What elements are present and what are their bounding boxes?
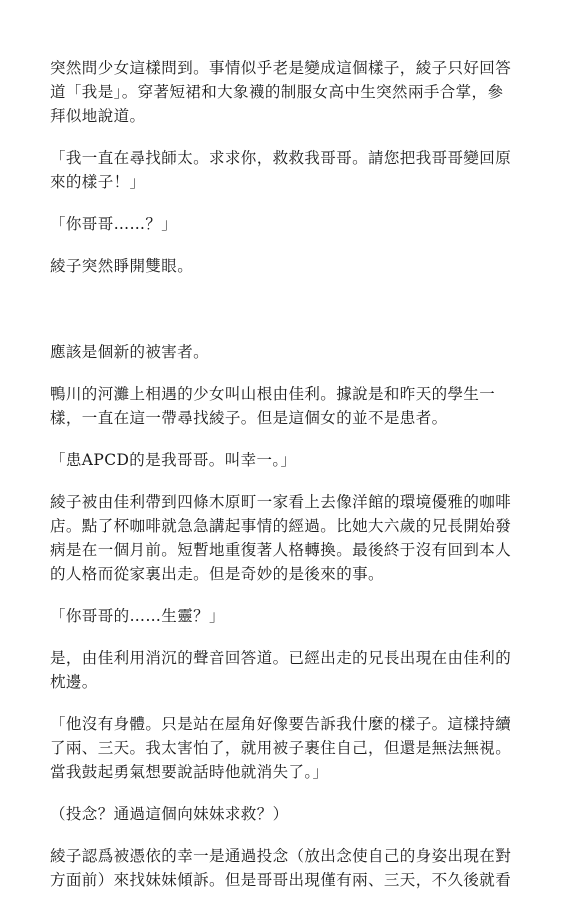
paragraph: 「你哥哥……？」 [50,215,178,233]
paragraph: （投念？通過這個向妹妹求救？） [50,805,289,823]
paragraph: 「你哥哥的……生靈？」 [50,607,225,625]
paragraph: 「他沒有身體。只是站在屋角好像要告訴我什麼的樣子。這樣持續 了兩、三天。我太害怕了，就用被子裹住自己，但還是無法無視。 當我鼓起勇氣想要說話時他就消失了。」 [50,715,512,781]
paragraph: 「我一直在尋找師太。求求你，救救我哥哥。請您把我哥哥變回原 來的樣子！」 [50,149,512,191]
paragraph: 突然問少女這樣問到。事情似乎老是變成這個樣子，綾子只好回答 道「我是」。穿著短裙和大象襪的制服女高中生突然兩手合掌，參 拜似地說道。 [50,59,512,125]
paragraph: 應該是個新的被害者。 [50,343,210,361]
paragraph: 是，由佳利用消沉的聲音回答道。已經出走的兄長出現在由佳利的 枕邊。 [50,649,512,691]
paragraph: 綾子突然睜開雙眼。 [50,257,194,275]
paragraph: 「患APCD的是我哥哥。叫幸一。」 [50,451,297,469]
paragraph: 綾子認爲被憑依的幸一是通過投念（放出念使自己的身姿出現在對 方面前）來找妹妹傾訴。但是哥哥出現僅有兩、三天，不久後就看 [50,847,512,889]
document-body [50,56,525,910]
scene-break [50,296,525,340]
paragraph: 綾子被由佳利帶到四條木原町一家看上去像洋館的環境優雅的咖啡 店。點了杯咖啡就急急講起事情的經過。比她大六歲的兄長開始發 病是在一個月前。短暫地重復著人格轉換。最後終于沒有回到本人 的人格而從家裏出走。但是奇妙的是後來的事。 [50,493,512,583]
paragraph: 鴨川的河灘上相遇的少女叫山根由佳利。據說是和昨天的學生一 樣，一直在這一帶尋找綾子。但是這個女的並不是患者。 [50,385,496,427]
